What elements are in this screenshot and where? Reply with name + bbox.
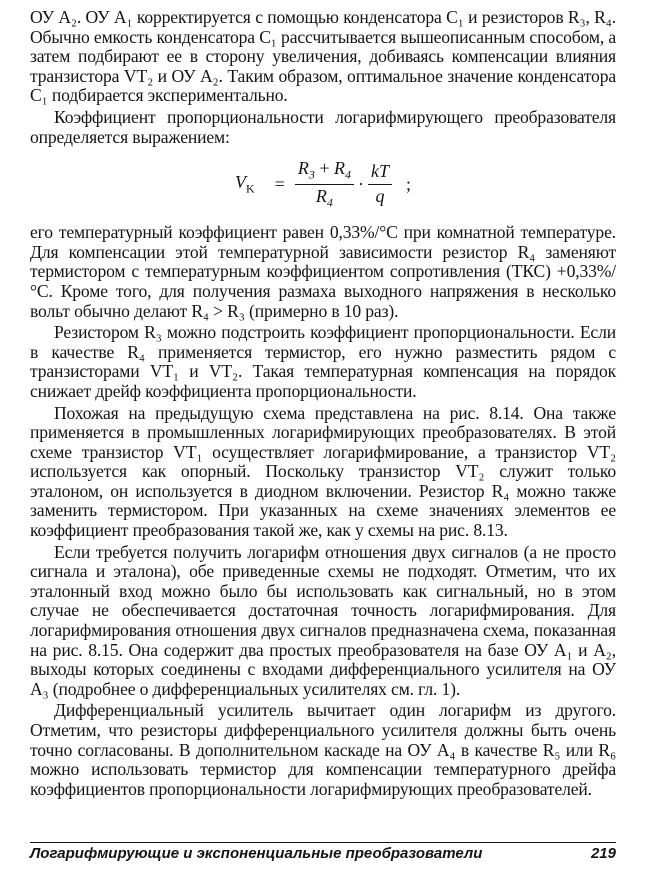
numerator-r4: R [333,157,345,178]
formula-fraction-thermal [368,161,392,207]
formula-lhs-subscript: K [246,181,255,196]
page-number: 219 [590,845,616,862]
formula-lhs [235,172,255,197]
paragraph-5: Похожая на предыдущую схема представлена на рис. 8.14. Она также применяется в промышленных логарифмирующих преобразователях. В этой схеме транзистор VT₁ осуществляет логарифмирование, а транзистор VT₂ используется как опорный. Поскольку транзистор VT₂ служит только эталоном, он используется в диодном включении. Резистор R₄ можно также заменить термистором. При указанных на схеме значениях элементов ее коэффициент преобразования такой же, как у схемы на рис. 8.13. [30,402,616,541]
running-footer [30,842,616,862]
denominator-r4-sub: 4 [326,195,333,210]
paragraph-4: Резистором R₃ можно подстроить коэффициент пропорциональности. Если в качестве R₄ применяется термистор, его нужно разместить рядом с транзисторами VT₁ и VT₂. Такая температурная компенсация на порядок снижает дрейф коэффициента пропорциональности. [30,322,616,401]
formula-coefficient [30,151,616,217]
numerator-r3-sub: 3 [308,167,315,182]
numerator-plus: + [314,157,334,178]
formula-lhs-symbol: V [235,171,246,192]
fraction-resistors-numerator [295,158,354,186]
fraction-thermal-numerator: kT [368,161,392,185]
paragraph-3: его температурный коэффициент равен 0,33%/°С при комнатной температуре. Для компенсации этой температурной зависимости резистор R₄ заменяют термистором с температурным коэффициентом сопротивления (ТКС) +0,33%/°С. Кроме того, для получения размаха выходного напряжения в несколько вольт обычно делают R₄ > R₃ (примерно в 10 раз). [30,222,616,321]
formula-multiply-dot: · [357,173,364,194]
paragraph-1: ОУ A₂. ОУ A₁ корректируется с помощью конденсатора C₁ и резисторов R₃, R₄. Обычно емкость конденсатора C₁ рассчитывается вышеописанным способом, а затем подбирают ее в сторону увеличения, добиваясь компенсации влияния транзистора VT₂ и ОУ A₂. Таким образом, оптимальное значение конденсатора C₁ подбирается экспериментально. [30,7,616,106]
footer-title: Логарифмирующие и экспоненциальные преобразователи [30,845,483,862]
paragraph-2: Коэффициент пропорциональности логарифмирующего преобразователя определяется выражением: [30,106,616,147]
fraction-resistors-denominator [316,185,333,211]
denominator-r4: R [315,186,327,207]
formula-fraction-resistors [295,158,354,211]
fraction-thermal-denominator: q [375,186,385,207]
formula-semicolon: ; [405,173,411,194]
numerator-r4-sub: 4 [344,167,351,182]
paragraph-7: Дифференциальный усилитель вычитает один логарифм из другого. Отметим, что резисторы дифференциального усилителя должны быть очень точно согласованы. В дополнительном каскаде на ОУ A₄ в качестве R₅ или R₆ можно использовать термистор для компенсации температурного дрейфа коэффициентов пропорциональности логарифмирующих преобразователей. [30,700,616,799]
formula-equals: = [274,173,285,194]
numerator-r3: R [297,157,309,178]
paragraph-6: Если требуется получить логарифм отношения двух сигналов (а не просто сигнала и эталона), обе приведенные схемы не подходят. Отметим, что их эталонный вход можно было бы использовать как сигнальный, но в этом случае не обеспечивается достаточная точность логарифмирования. Для логарифмирования отношения двух сигналов предназначена схема, показанная на рис. 8.15. Она содержит два простых преобразователя на базе ОУ A₁ и A₂, выходы которых соединены с входами дифференциального усилителя на ОУ A₃ (подробнее о дифференциальных усилителях см. гл. 1). [30,541,616,699]
